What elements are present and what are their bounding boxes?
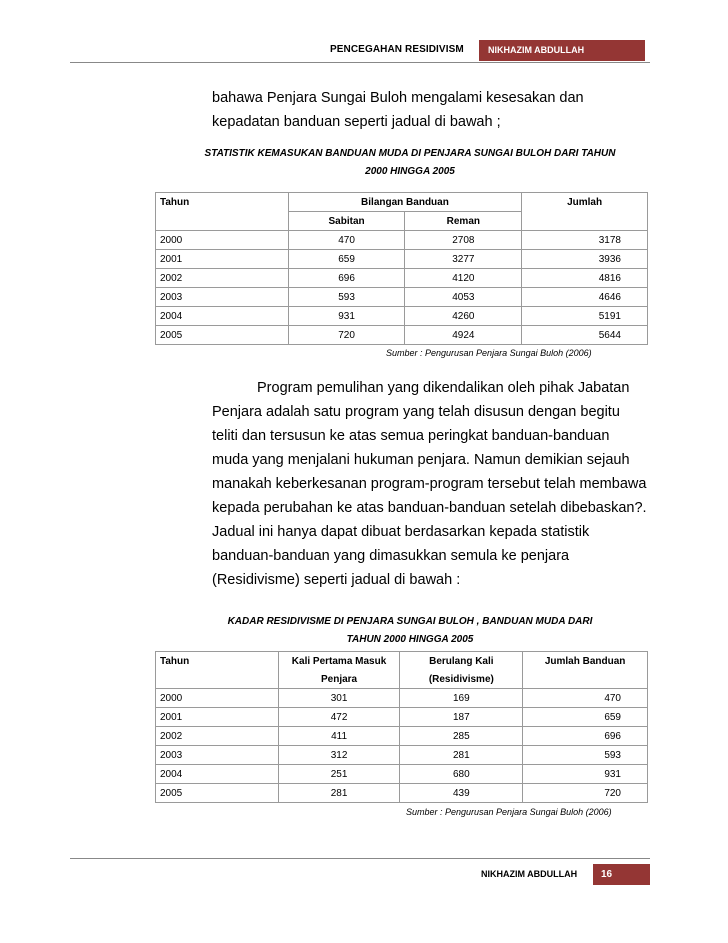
paragraph-line: banduan-banduan yang dimasukkan semula ke penjara — [212, 548, 570, 564]
table-row — [156, 326, 648, 345]
table-cell: 2004 — [156, 307, 289, 326]
header-penjara: Penjara — [278, 670, 400, 689]
header-jumlah: Jumlah — [522, 193, 648, 212]
table1-caption-line2: 2000 HINGGA 2005 — [365, 166, 455, 177]
paragraph-line: muda yang menjalani hukuman penjara. Namun demikian sejauh — [212, 452, 630, 468]
table-cell: 187 — [400, 708, 523, 727]
table-kadar-residivisme — [155, 651, 648, 803]
table-row — [156, 727, 648, 746]
table-cell: 281 — [400, 746, 523, 765]
table-cell: 169 — [400, 689, 523, 708]
paragraph-program — [212, 376, 652, 592]
table-cell: 4924 — [405, 326, 522, 345]
table-cell: 696 — [288, 269, 405, 288]
table-row — [156, 250, 648, 269]
table-cell: 659 — [523, 708, 648, 727]
paragraph-line: Jadual ini hanya dapat dibuat berdasarkan kepada statistik — [212, 524, 590, 540]
header-jumlah-banduan: Jumlah Banduan — [523, 652, 648, 671]
header-reman: Reman — [405, 212, 522, 231]
table-cell: 2003 — [156, 288, 289, 307]
header-tahun: Tahun — [156, 652, 279, 671]
table-row — [156, 784, 648, 803]
table2-caption-line1: KADAR RESIDIVISME DI PENJARA SUNGAI BULOH , BANDUAN MUDA DARI — [227, 616, 593, 627]
table-cell: 2002 — [156, 269, 289, 288]
table-cell: 411 — [278, 727, 400, 746]
table-cell: 2003 — [156, 746, 279, 765]
header-author-badge: NIKHAZIM ABDULLAH — [479, 40, 645, 61]
table-cell: 312 — [278, 746, 400, 765]
table-cell: 251 — [278, 765, 400, 784]
table-cell: 5644 — [522, 326, 648, 345]
table-cell: 2005 — [156, 784, 279, 803]
header-blank — [523, 670, 648, 689]
table-cell: 470 — [523, 689, 648, 708]
table-statistik-kemasukan — [155, 192, 648, 345]
paragraph-line: kepada perubahan ke atas banduan-banduan setelah dibebaskan?. — [212, 500, 647, 516]
paragraph-line: (Residivisme) seperti jadual di bawah : — [212, 572, 461, 588]
table-row — [156, 708, 648, 727]
paragraph-intro — [212, 86, 652, 134]
header-blank — [156, 670, 279, 689]
table-cell: 5191 — [522, 307, 648, 326]
table-header-row — [156, 652, 648, 671]
table1-caption — [150, 145, 670, 181]
header-title: PENCEGAHAN RESIDIVISM — [330, 44, 464, 55]
table2-caption — [140, 613, 680, 649]
paragraph-line: kepadatan banduan seperti jadual di bawah ; — [212, 114, 501, 130]
table-cell: 3178 — [522, 231, 648, 250]
table-cell: 659 — [288, 250, 405, 269]
table-subheader-row — [156, 670, 648, 689]
header-kali-pertama: Kali Pertama Masuk — [278, 652, 400, 671]
paragraph-line: Penjara adalah satu program yang telah disusun dengan begitu — [212, 404, 620, 420]
table-cell: 3277 — [405, 250, 522, 269]
table-row — [156, 288, 648, 307]
table-row — [156, 231, 648, 250]
table-row — [156, 765, 648, 784]
table-header-row — [156, 193, 648, 212]
header-residivisme: (Residivisme) — [400, 670, 523, 689]
table-cell: 301 — [278, 689, 400, 708]
header-berulang-kali: Berulang Kali — [400, 652, 523, 671]
table-cell: 2000 — [156, 689, 279, 708]
paragraph-line: Program pemulihan yang dikendalikan oleh pihak Jabatan — [257, 380, 630, 396]
table-cell: 680 — [400, 765, 523, 784]
table-cell: 439 — [400, 784, 523, 803]
table-cell: 931 — [288, 307, 405, 326]
table-cell: 696 — [523, 727, 648, 746]
table-cell: 470 — [288, 231, 405, 250]
table-cell: 2708 — [405, 231, 522, 250]
table-cell: 4120 — [405, 269, 522, 288]
table-cell: 720 — [523, 784, 648, 803]
footer-author: NIKHAZIM ABDULLAH — [481, 869, 578, 879]
paragraph-line: bahawa Penjara Sungai Buloh mengalami kesesakan dan — [212, 90, 584, 106]
paragraph-line: manakah keberkesanan program-program tersebut telah membawa — [212, 476, 647, 492]
table-cell: 281 — [278, 784, 400, 803]
table-cell: 4816 — [522, 269, 648, 288]
table-cell: 285 — [400, 727, 523, 746]
table-cell: 720 — [288, 326, 405, 345]
table-row — [156, 307, 648, 326]
table-cell: 4646 — [522, 288, 648, 307]
table-subheader-row — [156, 212, 648, 231]
table-cell: 4260 — [405, 307, 522, 326]
table-cell: 3936 — [522, 250, 648, 269]
table-cell: 4053 — [405, 288, 522, 307]
header-blank — [522, 212, 648, 231]
table2-caption-line2: TAHUN 2000 HINGGA 2005 — [346, 634, 474, 645]
table1-caption-line1: STATISTIK KEMASUKAN BANDUAN MUDA DI PENJARA SUNGAI BULOH DARI TAHUN — [204, 148, 616, 159]
table-cell: 2002 — [156, 727, 279, 746]
table-cell: 2004 — [156, 765, 279, 784]
table-cell: 2000 — [156, 231, 289, 250]
table-cell: 931 — [523, 765, 648, 784]
table-cell: 472 — [278, 708, 400, 727]
table2-source: Sumber : Pengurusan Penjara Sungai Buloh (2006) — [406, 807, 612, 817]
page-number-badge: 16 — [593, 864, 650, 885]
footer-divider — [70, 858, 650, 859]
table-cell: 2005 — [156, 326, 289, 345]
table-row — [156, 269, 648, 288]
header-sabitan: Sabitan — [288, 212, 405, 231]
table1-source: Sumber : Pengurusan Penjara Sungai Buloh (2006) — [386, 348, 592, 358]
table-cell: 2001 — [156, 708, 279, 727]
table-cell: 593 — [523, 746, 648, 765]
paragraph-line: teliti dan tersusun ke atas semua peringkat banduan-banduan — [212, 428, 610, 444]
header-blank — [156, 212, 289, 231]
header-tahun: Tahun — [156, 193, 289, 212]
table-cell: 593 — [288, 288, 405, 307]
table-row — [156, 689, 648, 708]
header-bilangan-banduan: Bilangan Banduan — [288, 193, 522, 212]
header-divider — [70, 62, 650, 63]
table-row — [156, 746, 648, 765]
table-cell: 2001 — [156, 250, 289, 269]
